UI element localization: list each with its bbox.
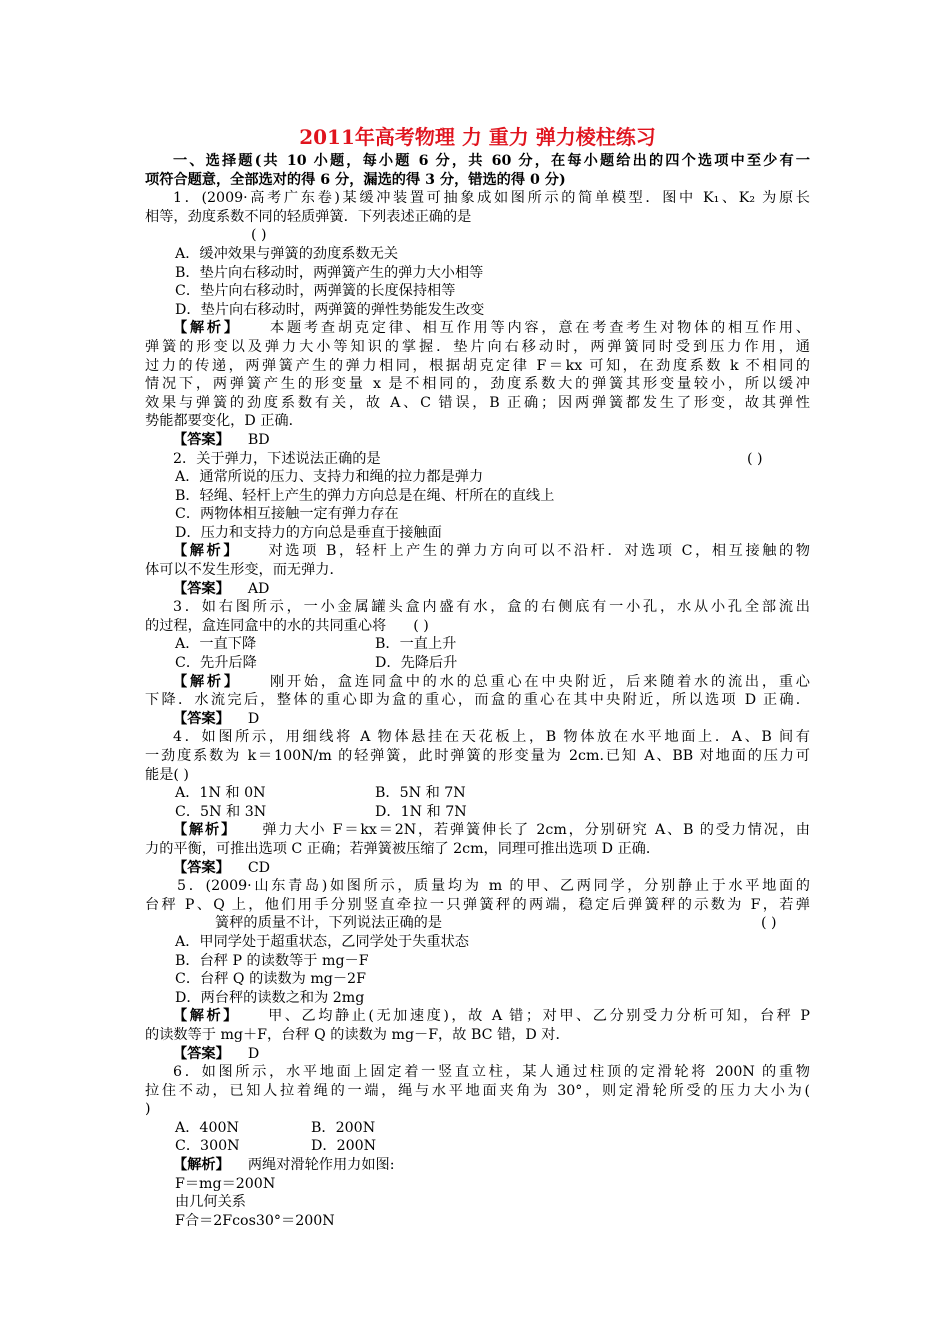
- q4-analysis-line-1: [145, 821, 810, 840]
- q5-stem-line-1: 5．(2009·山东青岛)如图所示，质量均为 m 的甲、乙两同学，分别静止于水平地面的: [177, 878, 810, 895]
- analysis-text: 对选项 B，轻杆上产生的弹力方向可以不沿杆．对选项 C，相互接触的物: [268, 543, 810, 560]
- q1-analysis-line-2: 弹簧的形变以及弹力大小等知识的掌握．垫片向右移动时，两弹簧同时受到压力作用，通: [145, 338, 810, 355]
- answer-tag: 【答案】: [173, 431, 230, 448]
- q1-option-a: A．缓冲效果与弹簧的劲度系数无关: [175, 245, 399, 262]
- q3-option-d: D．先降后升: [375, 655, 458, 672]
- analysis-tag: 【解析】: [173, 673, 241, 690]
- q3-options-row-2: [145, 654, 810, 673]
- analysis-tag: 【解析】: [173, 822, 238, 839]
- q3-stem: 的过程，盒连同盒中的水的共同重心将: [145, 617, 387, 634]
- q5-analysis-line-1: [145, 1007, 810, 1026]
- answer-tag: 【答案】: [173, 710, 230, 727]
- q4-options-row-1: [145, 784, 810, 803]
- answer-value: BD: [247, 431, 270, 448]
- answer-value: D: [247, 710, 260, 727]
- q5-option-d: D．两台秤的读数之和为 2mg: [175, 989, 365, 1006]
- q6-options-row-2: [145, 1137, 810, 1156]
- q4-analysis-line-2: 力的平衡，可推出选项 C 正确；若弹簧被压缩了 2cm，同理可推出选项 D 正确．: [145, 840, 661, 857]
- q5-analysis-line-2: 的读数等于 mg＋F，台秤 Q 的读数为 mg－F，故 BC 错，D 对．: [145, 1026, 570, 1043]
- q1-answer-line: [145, 431, 810, 450]
- analysis-text: 甲、乙均静止(无加速度)，故 A 错；对甲、乙分别受力分析可知，台秤 P: [268, 1008, 810, 1025]
- q4-stem-line-1: 4．如图所示，用细线将 A 物体悬挂在天花板上，B 物体放在水平地面上．A、B 间有: [173, 729, 810, 746]
- analysis-text: 本题考查胡克定律、相互作用等内容，意在考查考生对物体的相互作用、: [270, 320, 810, 337]
- q3-stem-line-2: [145, 617, 810, 636]
- q5-stem-line-3: [145, 914, 810, 933]
- answer-tag: 【答案】: [173, 859, 230, 876]
- q1-option-d: D．垫片向右移动时，两弹簧的弹性势能发生改变: [175, 301, 485, 318]
- answer-value: D: [247, 1045, 260, 1062]
- q2-analysis-line-2: 体可以不发生形变，而无弹力．: [145, 562, 344, 579]
- q3-stem-line-1: 3．如右图所示，一小金属罐头盒内盛有水，盒的右侧底有一小孔，水从小孔全部流出: [173, 599, 810, 616]
- q4-stem-line-3: 能是( ): [145, 766, 189, 783]
- q2-option-d: D．压力和支持力的方向总是垂直于接触面: [175, 524, 442, 541]
- answer-value: AD: [247, 580, 270, 597]
- q1-stem-line-2: 相等，劲度系数不同的轻质弹簧．下列表述正确的是: [145, 208, 472, 225]
- analysis-text: 两绳对滑轮作用力如图:: [247, 1157, 395, 1174]
- q2-analysis-line-1: [145, 542, 810, 561]
- section-header-line-1: 一、选择题(共 10 小题，每小题 6 分，共 60 分，在每小题给出的四个选项中至少有一: [173, 153, 810, 169]
- q6-formula-3: F合＝2Fcos30°＝200N: [175, 1212, 335, 1229]
- q4-option-b: B．5N 和 7N: [375, 785, 466, 802]
- q4-options-row-2: [145, 803, 810, 822]
- analysis-text: 刚开始，盒连同盒中的水的总重心在中央附近，后来随着水的流出，重心: [270, 673, 810, 690]
- q6-option-a: A．400N: [175, 1119, 239, 1136]
- q6-formula-2: 由几何关系: [175, 1194, 246, 1211]
- q4-option-c: C．5N 和 3N: [175, 803, 267, 820]
- q1-analysis-line-6: 势能都要变化，D 正确．: [145, 413, 303, 430]
- section-header-line-2: 项符合题意，全部选对的得 6 分，漏选的得 3 分，错选的得 0 分): [145, 171, 566, 188]
- q5-answer-line: [145, 1045, 810, 1064]
- q6-stem-line-1: 6．如图所示，水平地面上固定着一竖直立柱，某人通过柱顶的定滑轮将 200N 的重物: [173, 1064, 810, 1081]
- analysis-tag: 【解析】: [173, 320, 241, 337]
- q2-stem: 2．关于弹力，下述说法正确的是: [173, 450, 381, 467]
- q3-option-c: C．先升后降: [175, 655, 257, 672]
- q1-option-b: B．垫片向右移动时，两弹簧产生的弹力大小相等: [175, 264, 484, 281]
- q6-analysis-line-1: [145, 1156, 810, 1175]
- analysis-tag: 【解析】: [173, 543, 241, 560]
- page-title: 2011年高考物理 力 重力 弹力棱柱练习: [299, 125, 656, 149]
- q5-stem: 簧秤的质量不计，下列说法正确的是: [215, 915, 443, 932]
- q2-option-b: B．轻绳、轻杆上产生的弹力方向总是在绳、杆所在的直线上: [175, 487, 555, 504]
- q2-answer-paren: ( ): [747, 450, 763, 467]
- q2-answer-line: [145, 580, 810, 599]
- q3-option-b: B．一直上升: [375, 636, 457, 653]
- q6-stem-line-2: 拉住不动，已知人拉着绳的一端，绳与水平地面夹角为 30°，则定滑轮所受的压力大小为(: [145, 1082, 810, 1099]
- q6-formula-1: F＝mg＝200N: [175, 1175, 276, 1192]
- answer-value: CD: [247, 859, 271, 876]
- q1-analysis-line-4: 情况下，两弹簧产生的形变量 x 是不相同的，劲度系数大的弹簧其形变量较小，所以缓冲: [145, 376, 810, 393]
- q1-option-c: C．垫片向右移动时，两弹簧的长度保持相等: [175, 283, 456, 300]
- q3-answer-line: [145, 710, 810, 729]
- q5-option-a: A．甲同学处于超重状态，乙同学处于失重状态: [175, 933, 469, 950]
- q6-option-d: D．200N: [311, 1138, 377, 1155]
- q6-stem-line-3: ): [145, 1101, 151, 1118]
- q3-answer-paren: ( ): [413, 617, 429, 634]
- q1-answer-paren: ( ): [251, 227, 267, 244]
- q4-option-d: D．1N 和 7N: [375, 803, 467, 820]
- q1-stem-line-1: 1．(2009·高考广东卷)某缓冲装置可抽象成如图所示的简单模型．图中 K₁、K₂ 为原长: [173, 190, 810, 207]
- q1-analysis-line-1: [145, 319, 810, 338]
- q2-option-a: A．通常所说的压力、支持力和绳的拉力都是弹力: [175, 469, 484, 486]
- q2-stem-line: [145, 450, 810, 469]
- q1-analysis-line-5: 效果与弹簧的劲度系数有关，故 A、C 错误，B 正确；因两弹簧都发生了形变，故其弹性: [145, 394, 810, 411]
- q5-answer-paren: ( ): [761, 915, 777, 932]
- analysis-tag: 【解析】: [173, 1157, 230, 1174]
- q6-options-row-1: [145, 1119, 810, 1138]
- q3-option-a: A．一直下降: [175, 636, 257, 653]
- q3-analysis-line-1: [145, 673, 810, 692]
- q4-answer-line: [145, 859, 810, 878]
- q3-options-row-1: [145, 635, 810, 654]
- q3-analysis-line-2: 下降．水流完后，整体的重心即为盒的重心，而盒的重心在其中央附近，所以选项 D 正确．: [145, 692, 810, 709]
- q5-option-c: C．台秤 Q 的读数为 mg－2F: [175, 971, 366, 988]
- analysis-tag: 【解析】: [173, 1008, 240, 1025]
- q5-stem-line-2: 台秤 P、Q 上，他们用手分别竖直牵拉一只弹簧秤的两端，稳定后弹簧秤的示数为 F，若弹: [145, 896, 810, 913]
- q6-option-c: C．300N: [175, 1138, 240, 1155]
- analysis-text: 弹力大小 F＝kx＝2N，若弹簧伸长了 2cm，分别研究 A、B 的受力情况，由: [262, 822, 810, 839]
- q1-analysis-line-3: 过力的传递，两弹簧产生的弹力相同，根据胡克定律 F＝kx 可知，在劲度系数 k 不相同的: [145, 357, 810, 374]
- q4-option-a: A．1N 和 0N: [175, 785, 266, 802]
- q6-option-b: B．200N: [311, 1119, 376, 1136]
- q4-stem-line-2: 一劲度系数为 k＝100N/m 的轻弹簧，此时弹簧的形变量为 2cm.已知 A、BB 对地面的压力可: [145, 748, 810, 764]
- document-page: [145, 124, 810, 1230]
- q5-option-b: B．台秤 P 的读数等于 mg－F: [175, 952, 369, 969]
- answer-tag: 【答案】: [173, 580, 230, 597]
- answer-tag: 【答案】: [173, 1045, 230, 1062]
- q2-option-c: C．两物体相互接触一定有弹力存在: [175, 506, 399, 523]
